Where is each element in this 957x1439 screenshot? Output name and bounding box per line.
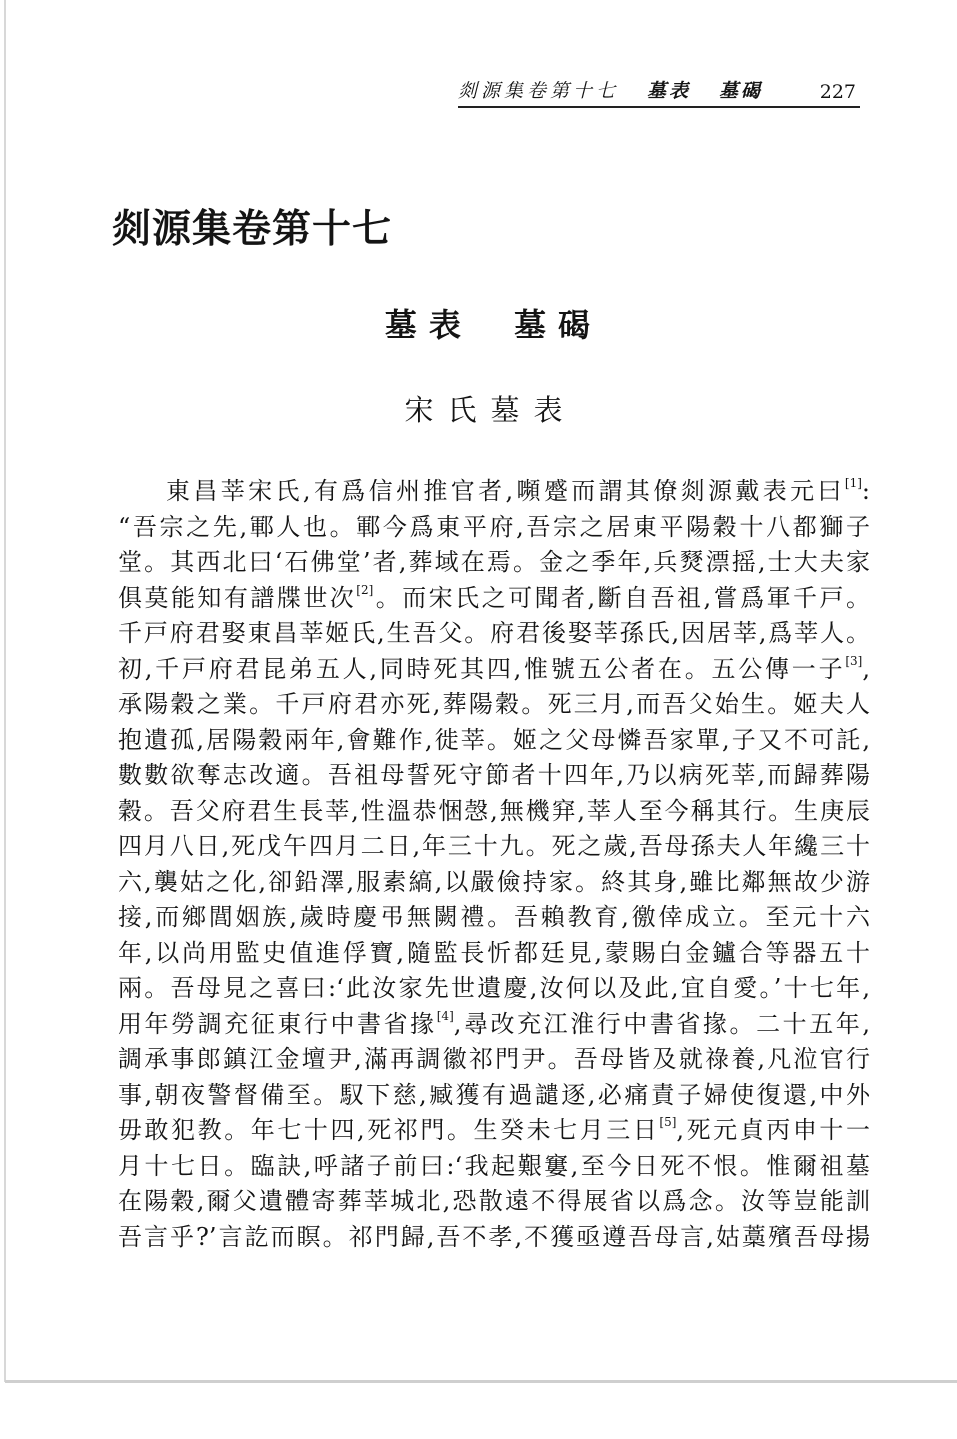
body-line-text-continued: , xyxy=(862,654,870,683)
body-line-text: “吾宗之先,鄆人也。鄆今爲東平府,吾宗之居東平陽穀十八都獅子 xyxy=(118,512,870,541)
body-line xyxy=(118,758,870,794)
body-line-text: 吾言乎?’言訖而瞑。祁門歸,吾不孝,不獲亟遵吾母言,姑藁殯吾母揚 xyxy=(118,1222,870,1251)
body-line xyxy=(118,900,870,936)
body-line-text: 數數欲奪志改適。吾祖母誓死守節者十四年,乃以病死莘,而歸葬陽 xyxy=(118,761,870,789)
body-line xyxy=(118,829,870,865)
body-line-text: 兩。吾母見之喜曰:‘此汝家先世遺慶,汝何以及此,宜自愛。’十七年, xyxy=(118,974,870,1002)
page-number: 227 xyxy=(819,81,856,103)
footnote-marker[interactable]: [4] xyxy=(436,1008,454,1023)
body-line xyxy=(118,1042,870,1078)
running-header-section-1: 墓表 xyxy=(647,80,692,102)
body-line-text: 年,以尚用監史值進俘寶,隨監長忻都廷見,蒙賜白金鑪合等器五十 xyxy=(118,938,870,967)
body-line xyxy=(118,865,870,901)
body-line xyxy=(118,1007,870,1043)
running-header-section-2: 墓碣 xyxy=(719,80,764,102)
body-line-text: 初,千戸府君昆弟五人,同時死其四,惟號五公者在。五公傳一子 xyxy=(118,654,846,683)
body-line xyxy=(118,1220,870,1256)
body-text xyxy=(118,474,870,1255)
body-line xyxy=(118,474,870,510)
body-line-text: 四月八日,死戊午四月二日,年三十九。死之歲,吾母孫夫人年纔三十 xyxy=(118,832,870,860)
body-line-text: 月十七日。臨訣,呼諸子前曰:‘我起艱窶,至今日死不恨。惟爾祖墓 xyxy=(118,1151,870,1180)
footnote-marker[interactable]: [2] xyxy=(356,582,374,597)
section-title xyxy=(0,300,957,346)
body-line xyxy=(118,794,870,830)
body-line xyxy=(118,616,870,652)
body-line-text: 事,朝夜警督備至。馭下慈,臧獲有過譴逐,必痛責子婦使復還,中外 xyxy=(118,1080,870,1109)
body-line xyxy=(118,1078,870,1114)
body-line-text: 千戸府君娶東昌莘姬氏,生吾父。府君後娶莘孫氏,因居莘,爲莘人。 xyxy=(118,619,870,647)
body-line xyxy=(118,581,870,617)
running-header xyxy=(458,78,860,108)
running-header-book-volume: 剡源集卷第十七 xyxy=(458,80,620,102)
body-line-text: 接,而鄉閭姻族,歲時慶弔無闕禮。吾賴教育,徼倖成立。至元十六 xyxy=(118,903,870,931)
body-line-text-continued: : xyxy=(861,477,870,505)
body-line xyxy=(118,545,870,581)
body-line-text: 毋敢犯教。年七十四,死祁門。生癸未七月三日 xyxy=(118,1116,660,1144)
section-title-part-1: 墓表 xyxy=(384,306,473,344)
page-edge-shadow-bottom xyxy=(5,1380,957,1383)
body-line xyxy=(118,971,870,1007)
body-line-text-continued: ,死元貞丙申十一 xyxy=(676,1116,870,1144)
body-line xyxy=(118,1149,870,1185)
body-line-text: 東昌莘宋氏,有爲信州推官者,嚬蹙而謂其僚剡源戴表元曰 xyxy=(166,477,845,505)
chapter-title: 剡源集卷第十七 xyxy=(112,206,393,252)
body-line-text: 俱莫能知有譜牒世次 xyxy=(118,583,357,612)
body-line-text: 堂。其西北曰‘石佛堂’者,葬域在焉。金之季年,兵燹漂摇,士大夫家 xyxy=(118,548,870,576)
body-line xyxy=(118,1113,870,1149)
body-line xyxy=(118,510,870,546)
body-line xyxy=(118,936,870,972)
body-line xyxy=(118,652,870,688)
page-edge-shadow-left xyxy=(4,0,6,1382)
body-line xyxy=(118,687,870,723)
body-line-text-continued: 。而宋氏之可聞者,斷自吾祖,嘗爲軍千戸。 xyxy=(373,583,870,612)
section-title-part-2: 墓碣 xyxy=(514,306,603,344)
footnote-marker[interactable]: [1] xyxy=(844,476,862,490)
body-line xyxy=(118,723,870,759)
body-line-text: 六,襲姑之化,卻鉛澤,服素縞,以嚴儉持家。終其身,雖比鄰無故少游 xyxy=(118,867,870,896)
body-line-text: 調承事郎鎮江金壇尹,滿再調徽祁門尹。吾母皆及就祿養,凡涖官行 xyxy=(118,1045,870,1073)
body-line xyxy=(118,1184,870,1220)
body-line-text: 穀。吾父府君生長莘,性溫恭悃愨,無機穽,莘人至今稱其行。生庚辰 xyxy=(118,796,870,825)
body-line-text: 在陽穀,爾父遺體寄葬莘城北,恐散遠不得展省以爲念。汝等豈能訓 xyxy=(118,1187,870,1215)
body-line-text: 承陽穀之業。千戸府君亦死,葬陽穀。死三月,而吾父始生。姬夫人 xyxy=(118,690,870,718)
body-line-text: 抱遺孤,居陽穀兩年,會難作,徙莘。姬之父母憐吾家單,子又不可託, xyxy=(118,725,870,754)
footnote-marker[interactable]: [3] xyxy=(845,653,863,668)
footnote-marker[interactable]: [5] xyxy=(659,1115,677,1129)
body-line-text: 用年勞調充征東行中書省掾 xyxy=(118,1009,437,1038)
article-title: 宋氏墓表 xyxy=(404,393,577,427)
body-line-text-continued: ,尋改充江淮行中書省掾。二十五年, xyxy=(453,1009,870,1038)
